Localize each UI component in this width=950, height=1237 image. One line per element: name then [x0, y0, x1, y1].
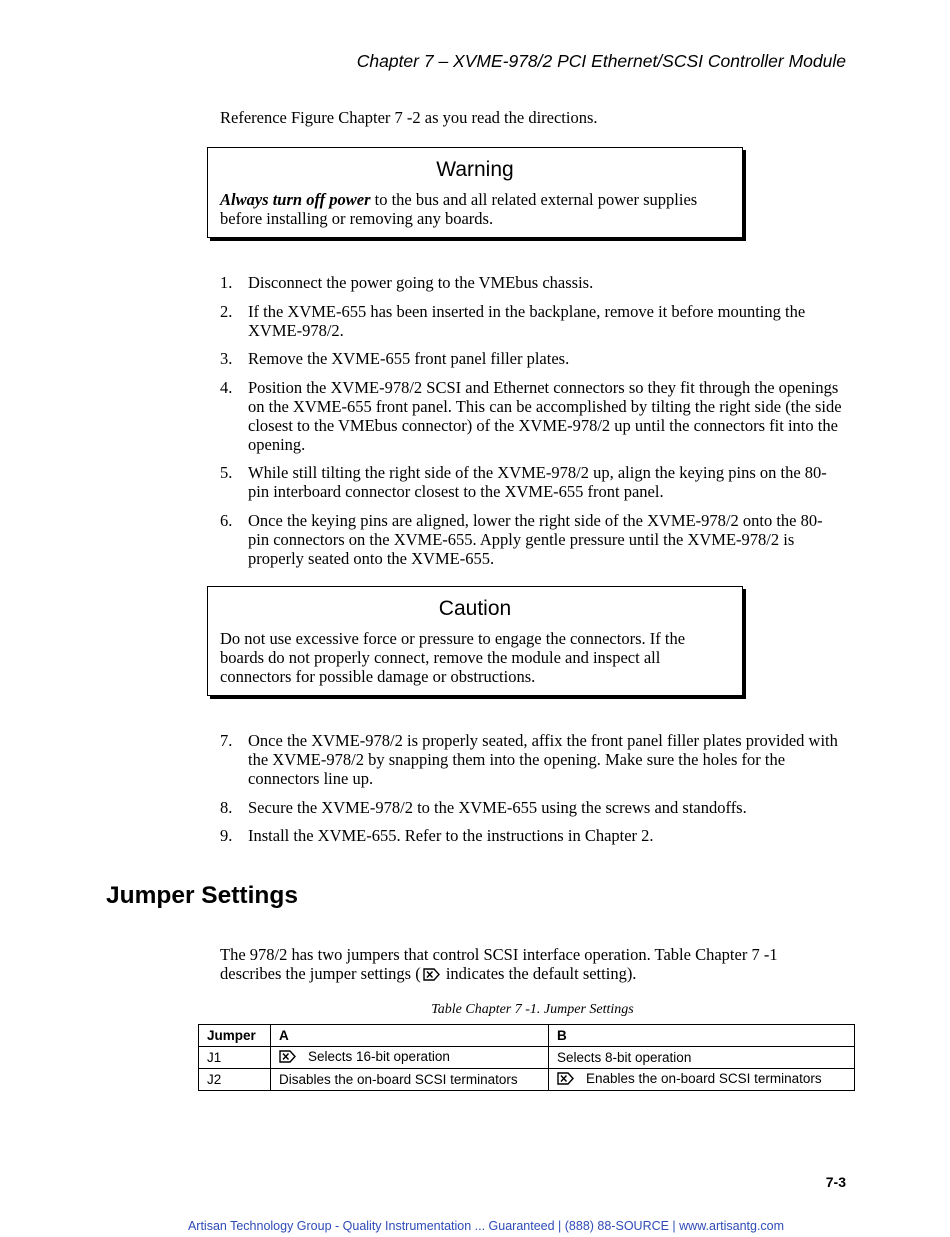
warning-text [220, 190, 730, 228]
warning-box [207, 147, 743, 238]
step-number: 7. [220, 731, 233, 750]
cell-jumper: J2 [199, 1069, 271, 1091]
cell-b [549, 1069, 855, 1091]
para-before: The 978/2 has two jumpers that control SCSI interface operation. Table Chapter 7 -1 describes the jumper settings ( [220, 945, 778, 983]
default-setting-icon [423, 966, 440, 985]
step-text: Once the XVME-978/2 is properly seated, affix the front panel filler plates provided with the XVME-978/2 by snapping them into the opening. Make sure the holes for the connectors line up. [248, 731, 838, 788]
list-item [220, 511, 842, 568]
para-after: indicates the default setting). [441, 964, 637, 983]
jumper-intro-paragraph [220, 945, 830, 985]
list-item [220, 463, 842, 501]
steps-list-1 [220, 273, 842, 577]
cell-text: Disables the on-board SCSI terminators [279, 1072, 518, 1087]
caution-box [207, 586, 743, 696]
step-text: Install the XVME-655. Refer to the instructions in Chapter 2. [248, 826, 654, 845]
page-number: 7-3 [825, 1174, 846, 1190]
cell-text: Selects 8-bit operation [557, 1050, 692, 1065]
table-caption: Table Chapter 7 -1. Jumper Settings [431, 1002, 634, 1017]
table-row [199, 1047, 855, 1069]
cell-text: Selects 16-bit operation [308, 1049, 450, 1065]
caution-title: Caution [438, 597, 512, 620]
step-text: Secure the XVME-978/2 to the XVME-655 using the screws and standoffs. [248, 797, 747, 817]
step-number: 9. [220, 826, 233, 845]
list-item [220, 731, 842, 788]
caution-text: Do not use excessive force or pressure to engage the connectors. If the boards do not properly connect, remove the module and inspect all connectors for possible damage or obstructions. [220, 629, 686, 686]
warning-title: Warning [436, 158, 514, 181]
header-b: B [549, 1025, 855, 1047]
step-text: While still tilting the right side of the XVME-978/2 up, align the keying pins on the 80-pin interboard connector closest to the XVME-655 front panel. [248, 463, 827, 501]
cell-a [271, 1069, 549, 1091]
list-item [220, 378, 842, 454]
step-number: 2. [220, 301, 233, 321]
step-number: 1. [220, 273, 233, 292]
step-text: Position the XVME-978/2 SCSI and Ethernet connectors so they fit through the openings on the XVME-655 front panel. This can be accomplished by tilting the right side (the side closest to the VMEbus connector) of the XVME-978/2 up until the connectors fit into the opening. [248, 377, 842, 454]
table-header-row [199, 1025, 855, 1047]
default-setting-icon [279, 1050, 296, 1066]
step-number: 3. [220, 349, 233, 368]
table-row [199, 1069, 855, 1091]
steps-list-2 [220, 731, 842, 855]
cell-a [271, 1047, 549, 1069]
intro-text: Reference Figure Chapter 7 -2 as you read the directions. [220, 108, 598, 127]
header-a: A [271, 1025, 549, 1047]
warning-body: to the bus and all related external power supplies before installing or removing any boards. [220, 190, 698, 228]
step-number: 4. [220, 377, 233, 397]
step-number: 6. [220, 510, 233, 530]
header-jumper: Jumper [199, 1025, 271, 1047]
cell-b [549, 1047, 855, 1069]
default-setting-icon [557, 1072, 574, 1088]
footer-link[interactable]: Artisan Technology Group - Quality Instrumentation ... Guaranteed | (888) 88-SOURCE | www.artisantg.com [187, 1219, 785, 1233]
step-number: 5. [220, 463, 233, 482]
list-item [220, 273, 842, 292]
step-text: Once the keying pins are aligned, lower the right side of the XVME-978/2 onto the 80-pin connectors on the XVME-655. Apply gentle pressure until the XVME-978/2 is properly seated onto the XVME-655. [248, 510, 823, 568]
cell-text: Enables the on-board SCSI terminators [586, 1071, 822, 1087]
jumper-table [198, 1024, 855, 1091]
step-number: 8. [220, 797, 233, 817]
section-title: Jumper Settings [106, 882, 298, 909]
cell-jumper: J1 [199, 1047, 271, 1069]
list-item [220, 302, 842, 340]
step-text: Disconnect the power going to the VMEbus chassis. [248, 273, 594, 292]
warning-emphasis: Always turn off power [220, 190, 371, 209]
step-text: Remove the XVME-655 front panel filler plates. [248, 349, 570, 368]
list-item [220, 826, 842, 845]
step-text: If the XVME-655 has been inserted in the backplane, remove it before mounting the XVME-978/2. [248, 301, 806, 340]
list-item [220, 349, 842, 368]
list-item [220, 798, 842, 817]
running-header: Chapter 7 – XVME-978/2 PCI Ethernet/SCSI Controller Module [356, 51, 846, 71]
